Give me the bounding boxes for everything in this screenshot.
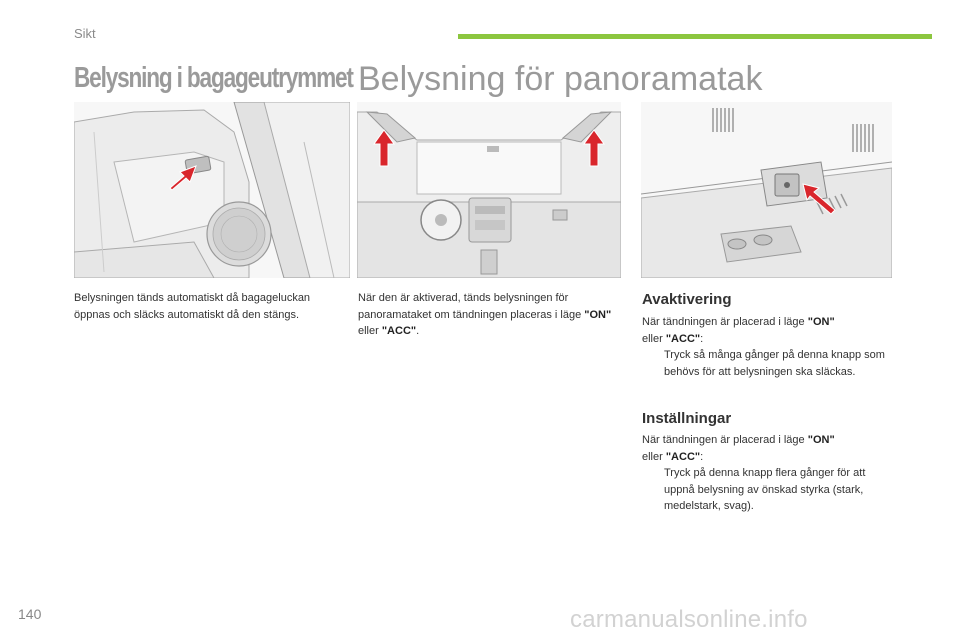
page-number: 140 [18,606,42,622]
watermark: carmanualsonline.info [570,606,808,633]
deactivation-block [642,314,892,380]
settings-cond-text: När tändningen är placerad i läge [642,434,808,446]
settings-on-value: "ON" [807,434,835,446]
intro-text-part: När den är aktiverad, tänds belysningen för panoramataket om tändningen placeras i läge [358,292,585,321]
settings-heading: Inställningar [642,410,732,427]
intro-or-text: eller [358,325,382,337]
cabin-illustration [357,102,621,278]
trunk-lighting-heading: Belysning i bagageutrymmet [74,62,353,94]
section-label: Sikt [74,26,96,41]
right-roof-lamp-arrow-icon [583,128,605,168]
panorama-lighting-heading: Belysning för panoramatak [358,60,763,98]
deactivation-colon: : [700,332,704,345]
deactivation-heading: Avaktivering [642,291,732,308]
trunk-lighting-text: Belysningen tänds automatiskt då bagageluckan öppnas och släcks automatiskt då den stängs. [74,292,311,321]
deactivation-cond-text: När tändningen är placerad i läge [642,316,808,328]
deactivation-or-text: eller [642,332,666,345]
ceiling-button-illustration [641,102,892,278]
checkbox-bullet-icon [642,347,664,380]
deactivation-condition [642,314,892,347]
settings-condition [642,432,898,465]
panorama-intro-text [358,290,628,340]
settings-bullet [642,465,898,515]
intro-end-text: . [416,325,420,337]
trunk-lamp-arrow-icon [166,162,200,192]
deactivation-on-value: "ON" [807,316,835,328]
checkbox-bullet-icon [642,465,664,515]
section-accent-bar [458,34,932,39]
left-roof-lamp-arrow-icon [373,128,395,168]
deactivation-bullet [642,347,892,380]
deactivation-acc-value: "ACC" [665,332,701,345]
settings-block [642,432,898,515]
trunk-illustration [74,102,350,278]
ceiling-button-arrow-icon [799,180,839,216]
settings-bullet-text: Tryck på denna knapp flera gånger för att uppnå belysning av önskad styrka (stark, medelstark, svag). [664,467,866,512]
settings-acc-value: "ACC" [665,450,701,463]
intro-on-value: "ON" [584,308,612,321]
settings-or-text: eller [642,450,666,463]
settings-colon: : [700,450,704,463]
deactivation-bullet-text: Tryck så många gånger på denna knapp som behövs för att belysningen ska släckas. [664,349,885,378]
intro-acc-value: "ACC" [381,325,417,337]
